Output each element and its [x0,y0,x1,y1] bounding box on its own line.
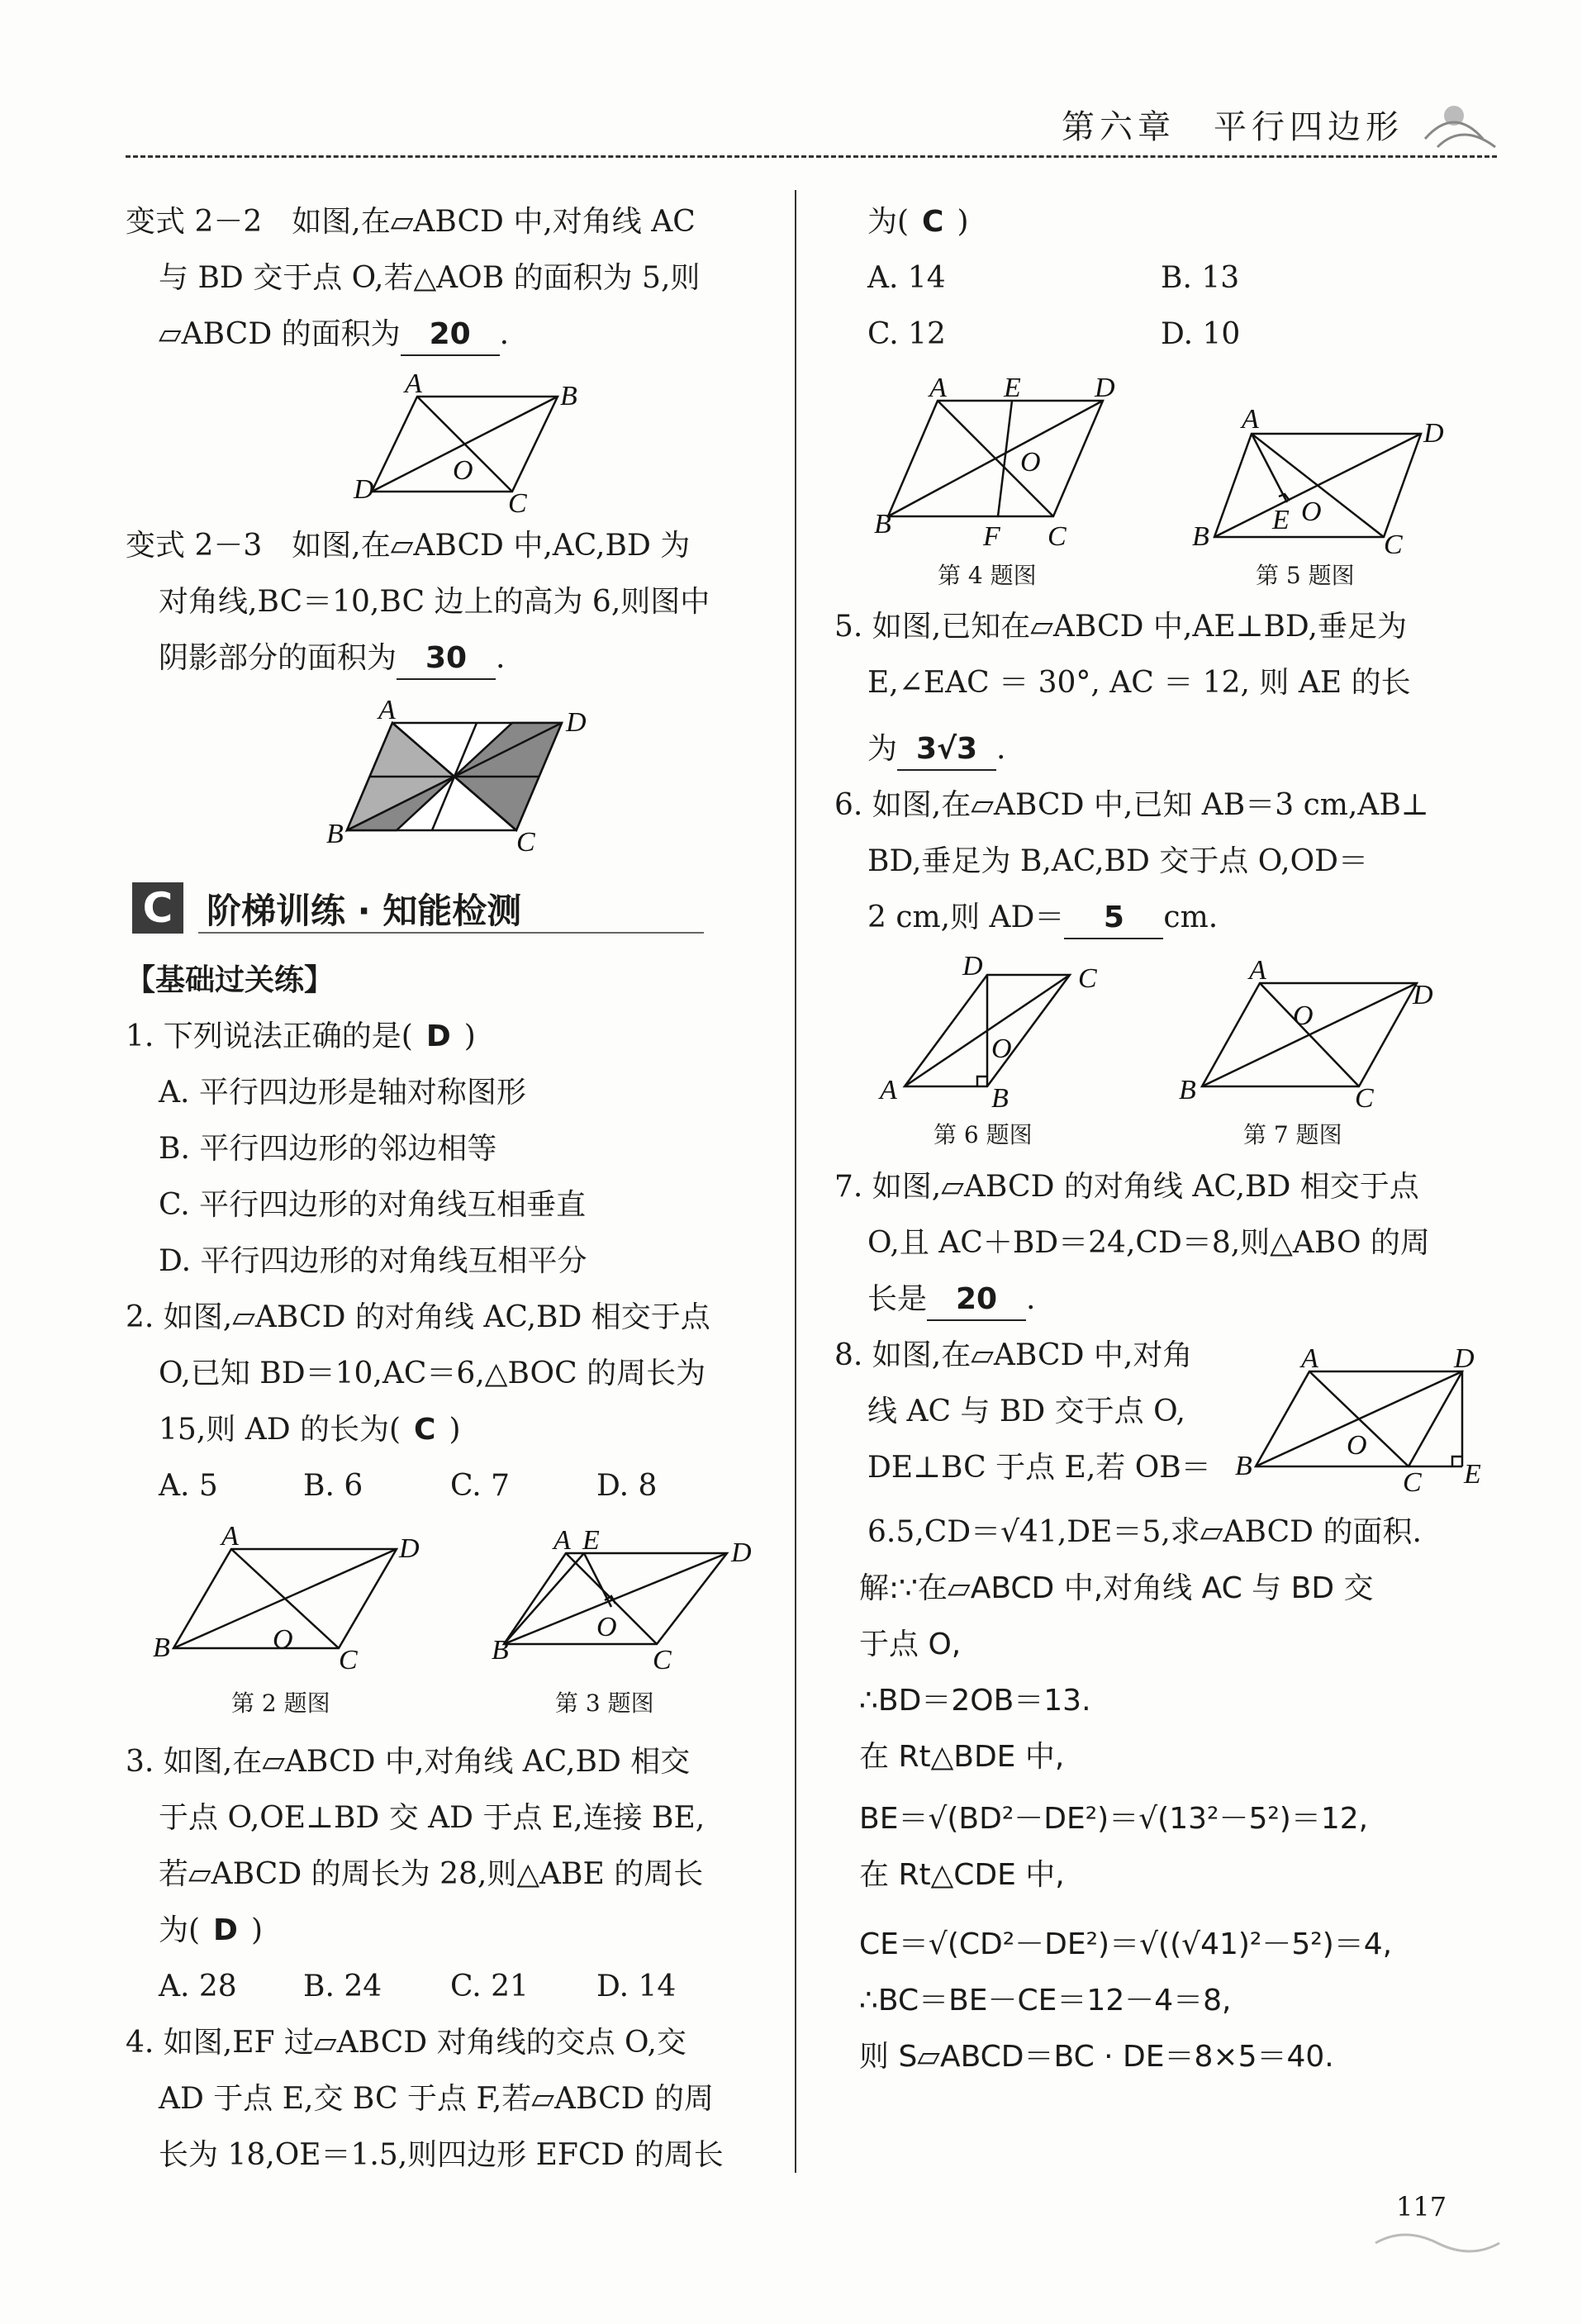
q1-option-d: D. 平行四边形的对角线互相平分 [159,1244,587,1278]
q2-opt-a: A. 5 [159,1469,218,1503]
q6-answer: 5 [1064,898,1163,939]
label-b: B [874,509,891,539]
v22-line3: ▱ABCD 的面积为 20 . [159,315,509,356]
label-d: D [1454,1343,1475,1374]
q2-answer: C [414,1413,436,1447]
label-o: O [596,1612,617,1642]
label-a: A [1301,1343,1318,1374]
figure-q5 [1185,397,1483,554]
label-b: B [153,1633,170,1663]
label-d: D [1413,980,1433,1010]
label-b: B [492,1635,509,1666]
label-a: A [880,1075,897,1105]
label-c: C [516,827,535,855]
figure-q7 [1169,950,1450,1115]
sol-line2: 于点 O, [859,1628,962,1661]
v22-line1: 变式 2－2 如图,在▱ABCD 中,对角线 AC [126,205,696,239]
label-d: D [399,1533,420,1564]
q1-answer: D [425,1019,451,1053]
label-c: C [1355,1083,1374,1114]
footer-ornament-icon [1371,2227,1504,2260]
label-b: B [1235,1451,1252,1481]
figure-q8 [1231,1330,1487,1495]
q5-line3: 为 3√3 . [867,730,1005,771]
q2-line1: 2. 如图,▱ABCD 的对角线 AC,BD 相交于点 [126,1300,710,1334]
q2-opt-b: B. 6 [303,1469,363,1503]
q6-line1: 6. 如图,在▱ABCD 中,已知 AB＝3 cm,AB⊥ [834,788,1429,822]
q2-line3: 15,则 AD 的长为( C ) [159,1413,461,1447]
figure-q4 [859,368,1132,558]
label-o: O [1020,447,1041,478]
label-o: O [991,1034,1012,1064]
caption-fig2: 第 2 题图 [231,1690,330,1717]
label-e: E [1272,505,1290,535]
q7-line2: O,且 AC＋BD＝24,CD＝8,则△ABO 的周 [867,1226,1430,1260]
label-o: O [273,1624,293,1655]
q5-answer: 3√3 [897,730,996,771]
label-c: C [653,1645,672,1675]
label-c: C [1078,963,1097,994]
v22-line2: 与 BD 交于点 O,若△AOB 的面积为 5,则 [159,261,701,295]
v22-answer: 20 [401,315,500,356]
q8-line3: DE⊥BC 于点 E,若 OB＝ [867,1451,1211,1485]
q2-line2: O,已知 BD＝10,AC＝6,△BOC 的周长为 [159,1357,706,1390]
label-a: A [1249,955,1266,986]
q4-opt-c: C. 12 [867,317,946,351]
q4-opt-a: A. 14 [867,261,946,295]
label-d: D [962,951,983,981]
q4-continued: 为( C ) [867,205,969,239]
header-ornament-icon [1421,97,1504,155]
label-c: C [1048,521,1067,552]
label-b: B [1179,1075,1196,1105]
q4-opt-d: D. 10 [1161,317,1241,351]
label-c: C [1403,1467,1422,1495]
caption-fig5: 第 5 题图 [1256,562,1355,589]
header-rule [126,155,1497,158]
q3-line2: 于点 O,OE⊥BD 交 AD 于点 E,连接 BE, [159,1801,705,1835]
v23-line1: 变式 2－3 如图,在▱ABCD 中,AC,BD 为 [126,529,691,563]
section-letter: C [132,882,183,934]
label-d: D [1423,418,1444,449]
basic-heading: 【基础过关练】 [126,963,335,997]
q2-opt-d: D. 8 [596,1469,658,1503]
q3-line4: 为( D ) [159,1913,263,1947]
label-c: C [508,488,527,519]
q8-line4: 6.5,CD＝√41,DE＝5,求▱ABCD 的面积. [867,1515,1422,1549]
q6-line3: 2 cm,则 AD＝ 5 cm. [867,898,1218,939]
figure-v23 [314,698,595,855]
figure-q3 [492,1520,764,1677]
sol-line7: CE＝√(CD²－DE²)＝√((√41)²－5²)＝4, [859,1927,1393,1961]
label-o: O [1293,1000,1314,1031]
section-rule [198,932,704,934]
label-d: D [354,474,374,505]
page-number: 117 [1396,2191,1447,2222]
label-e: E [1464,1459,1481,1490]
figure-v22 [347,368,595,520]
label-b: B [326,819,344,849]
label-a: A [553,1525,571,1556]
q3-opt-d: D. 14 [596,1970,677,2003]
q1-stem: 1. 下列说法正确的是( D ) [126,1019,476,1053]
sol-line3: ∴BD＝2OB＝13. [859,1684,1091,1718]
label-b: B [991,1083,1009,1114]
q4-answer: C [922,205,944,239]
v23-line2: 对角线,BC＝10,BC 边上的高为 6,则图中 [159,585,710,619]
label-b: B [560,381,577,411]
label-f: F [983,521,1000,552]
q8-line2: 线 AC 与 BD 交于点 O, [867,1395,1185,1428]
label-a: A [929,373,947,403]
q7-answer: 20 [927,1280,1026,1321]
q8-line1: 8. 如图,在▱ABCD 中,对角 [834,1338,1193,1372]
q3-line1: 3. 如图,在▱ABCD 中,对角线 AC,BD 相交 [126,1745,691,1779]
q1-option-c: C. 平行四边形的对角线互相垂直 [159,1188,587,1222]
q3-opt-a: A. 28 [159,1970,237,2003]
sol-line4: 在 Rt△BDE 中, [859,1740,1065,1774]
label-o: O [453,455,473,486]
label-a: A [221,1521,239,1552]
label-e: E [582,1525,600,1556]
caption-fig7: 第 7 题图 [1243,1121,1342,1148]
q7-line3: 长是 20 . [867,1280,1035,1321]
q1-option-b: B. 平行四边形的邻边相等 [159,1132,497,1166]
label-c: C [1384,530,1403,554]
sol-line6: 在 Rt△CDE 中, [859,1858,1065,1892]
figure-q6 [872,950,1119,1115]
figure-q2 [149,1516,438,1677]
label-e: E [1004,373,1021,403]
q4-line3: 长为 18,OE＝1.5,则四边形 EFCD 的周长 [159,2138,724,2172]
q3-opt-b: B. 24 [303,1970,382,2003]
v23-line3: 阴影部分的面积为 30 . [159,639,505,680]
caption-fig6: 第 6 题图 [934,1121,1033,1148]
label-o: O [1347,1430,1367,1461]
label-a: A [405,368,422,399]
label-d: D [731,1537,752,1568]
q4-line2: AD 于点 E,交 BC 于点 F,若▱ABCD 的周 [159,2082,714,2116]
sol-line9: 则 S▱ABCD＝BC · DE＝8×5＝40. [859,2040,1334,2074]
label-a: A [1242,404,1259,435]
v23-answer: 30 [397,639,496,680]
sol-line8: ∴BC＝BE－CE＝12－4＝8, [859,1984,1232,2017]
q3-line3: 若▱ABCD 的周长为 28,则△ABE 的周长 [159,1857,704,1891]
label-d: D [1095,373,1115,403]
sol-line1: 解:∵在▱ABCD 中,对角线 AC 与 BD 交 [859,1571,1374,1605]
label-b: B [1192,521,1209,552]
q5-line2: E,∠EAC ＝ 30°, AC ＝ 12, 则 AE 的长 [867,666,1411,700]
q1-option-a: A. 平行四边形是轴对称图形 [159,1076,526,1110]
label-d: D [566,707,587,738]
sol-line5: BE＝√(BD²－DE²)＝√(13²－5²)＝12, [859,1802,1369,1836]
q4-line1: 4. 如图,EF 过▱ABCD 对角线的交点 O,交 [126,2026,686,2060]
label-o: O [1301,497,1322,527]
q4-opt-b: B. 13 [1161,261,1240,295]
q6-line2: BD,垂足为 B,AC,BD 交于点 O,OD＝ [867,844,1368,878]
label-c: C [339,1645,358,1675]
column-divider [795,190,796,2173]
q2-opt-c: C. 7 [450,1469,511,1503]
q5-line1: 5. 如图,已知在▱ABCD 中,AE⊥BD,垂足为 [834,610,1407,644]
q3-answer: D [213,1913,238,1947]
q3-opt-c: C. 21 [450,1970,529,2003]
q7-line1: 7. 如图,▱ABCD 的对角线 AC,BD 相交于点 [834,1170,1419,1204]
chapter-header: 第六章 平行四边形 [1062,108,1404,146]
label-a: A [378,698,396,725]
section-title: 阶梯训练 · 知能检测 [207,891,522,931]
caption-fig4: 第 4 题图 [938,562,1037,589]
caption-fig3: 第 3 题图 [555,1690,654,1717]
